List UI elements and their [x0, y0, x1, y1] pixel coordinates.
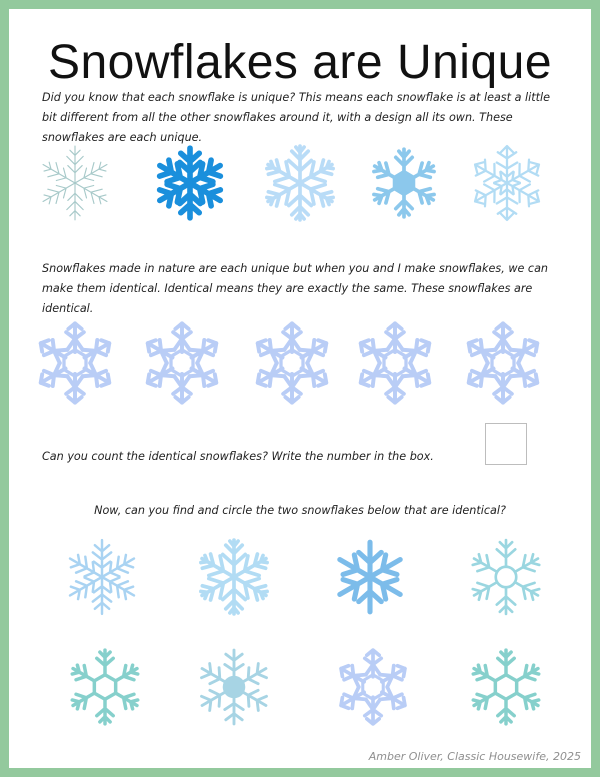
identical-snowflake-icon	[459, 319, 547, 407]
hex-snowflake-icon[interactable]	[465, 646, 547, 728]
hex-center-snowflake-icon	[363, 142, 445, 224]
identical-snowflake-icon	[248, 319, 336, 407]
hex-snowflake-icon[interactable]	[64, 646, 146, 728]
identical-snowflake-icon	[351, 319, 439, 407]
footer-credit: Amber Oliver, Classic Housewife, 2025	[368, 750, 581, 763]
outline-snowflake-icon	[34, 142, 116, 224]
answer-box[interactable]	[485, 423, 527, 465]
page-title: Snowflakes are Unique	[47, 36, 553, 89]
count-prompt: Can you count the identical snowflakes? Write the number in the box.	[42, 450, 434, 463]
star-snowflake-icon[interactable]	[332, 646, 414, 728]
simple-snowflake-icon[interactable]	[329, 536, 411, 618]
identical-snowflake-icon	[31, 319, 119, 407]
identical-paragraph: Snowflakes made in nature are each unique but when you and I make snowflakes, we can make them identical. Identical means they are exactly the same. These snowflakes are identical.	[42, 262, 549, 315]
intro-paragraph: Did you know that each snowflake is unique? This means each snowflake is at least a little bit different from all the other snowflakes around it, with a design all its own. These snowflakes are each unique.	[42, 91, 550, 144]
worksheet-page	[9, 9, 591, 768]
arrow-snowflake-icon	[466, 142, 548, 224]
bold-snowflake-icon	[149, 142, 231, 224]
dot-center-snowflake-icon[interactable]	[193, 646, 275, 728]
branchy-snowflake-icon	[259, 142, 341, 224]
identical-snowflake-icon	[138, 319, 226, 407]
circle-prompt: Now, can you find and circle the two snowflakes below that are identical?	[94, 504, 506, 517]
ring-snowflake-icon[interactable]	[465, 536, 547, 618]
branchy-snowflake-icon[interactable]	[193, 536, 275, 618]
fine-snowflake-icon[interactable]	[61, 536, 143, 618]
